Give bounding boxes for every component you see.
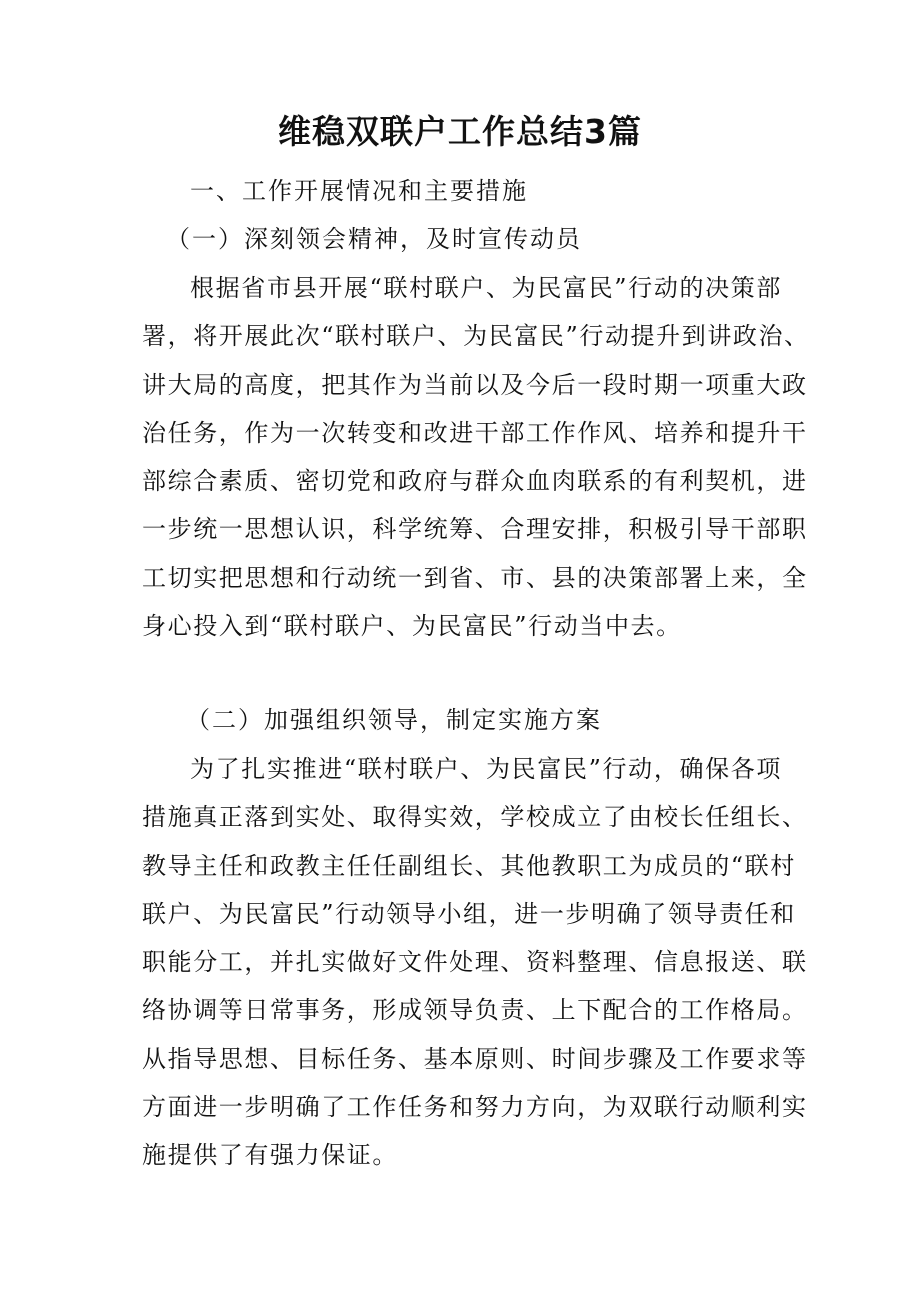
document-title: 维稳双联户工作总结3篇	[278, 112, 642, 151]
paragraph-line: 联户、为民富民”行动领导小组，进一步明确了领导责任和	[142, 899, 796, 928]
paragraph-line: 教导主任和政教主任任副组长、其他教职工为成员的“联村	[142, 851, 796, 880]
paragraph-line: 治任务，作为一次转变和改进干部工作作风、培养和提升干	[142, 418, 808, 447]
paragraph-line: 部综合素质、密切党和政府与群众血肉联系的有利契机，进	[142, 467, 808, 496]
subsection-heading-2: （二）加强组织领导，制定实施方案	[186, 706, 602, 734]
paragraph-line: 措施真正落到实处、取得实效，学校成立了由校长任组长、	[142, 803, 808, 832]
paragraph-2	[142, 745, 808, 1180]
paragraph-line: 根据省市县开展“联村联户、为民富民”行动的决策部	[190, 274, 782, 302]
paragraph-line: 从指导思想、目标任务、基本原则、时间步骤及工作要求等	[142, 1044, 808, 1073]
paragraph-1	[142, 264, 810, 650]
paragraph-line: 讲大局的高度，把其作为当前以及今后一段时期一项重大政	[142, 370, 808, 399]
paragraph-line: 为了扎实推进“联村联户、为民富民”行动，确保各项	[190, 755, 782, 783]
section-heading-1: 一、工作开展情况和主要措施	[190, 177, 528, 205]
paragraph-line: 施提供了有强力保证。	[142, 1141, 398, 1170]
paragraph-line: 职能分工，并扎实做好文件处理、资料整理、信息报送、联	[142, 948, 808, 977]
paragraph-line: 身心投入到“联村联户、为民富民”行动当中去。	[142, 612, 682, 641]
paragraph-line: 一步统一思想认识，科学统筹、合理安排，积极引导干部职	[142, 515, 808, 544]
paragraph-line: 工切实把思想和行动统一到省、市、县的决策部署上来，全	[142, 563, 808, 592]
paragraph-line: 方面进一步明确了工作任务和努力方向，为双联行动顺利实	[142, 1093, 808, 1122]
subsection-heading-1: （一）深刻领会精神，及时宣传动员	[166, 225, 582, 253]
paragraph-line: 署，将开展此次“联村联户、为民富民”行动提升到讲政治、	[142, 322, 810, 351]
paragraph-line: 络协调等日常事务，形成领导负责、上下配合的工作格局。	[142, 996, 808, 1025]
